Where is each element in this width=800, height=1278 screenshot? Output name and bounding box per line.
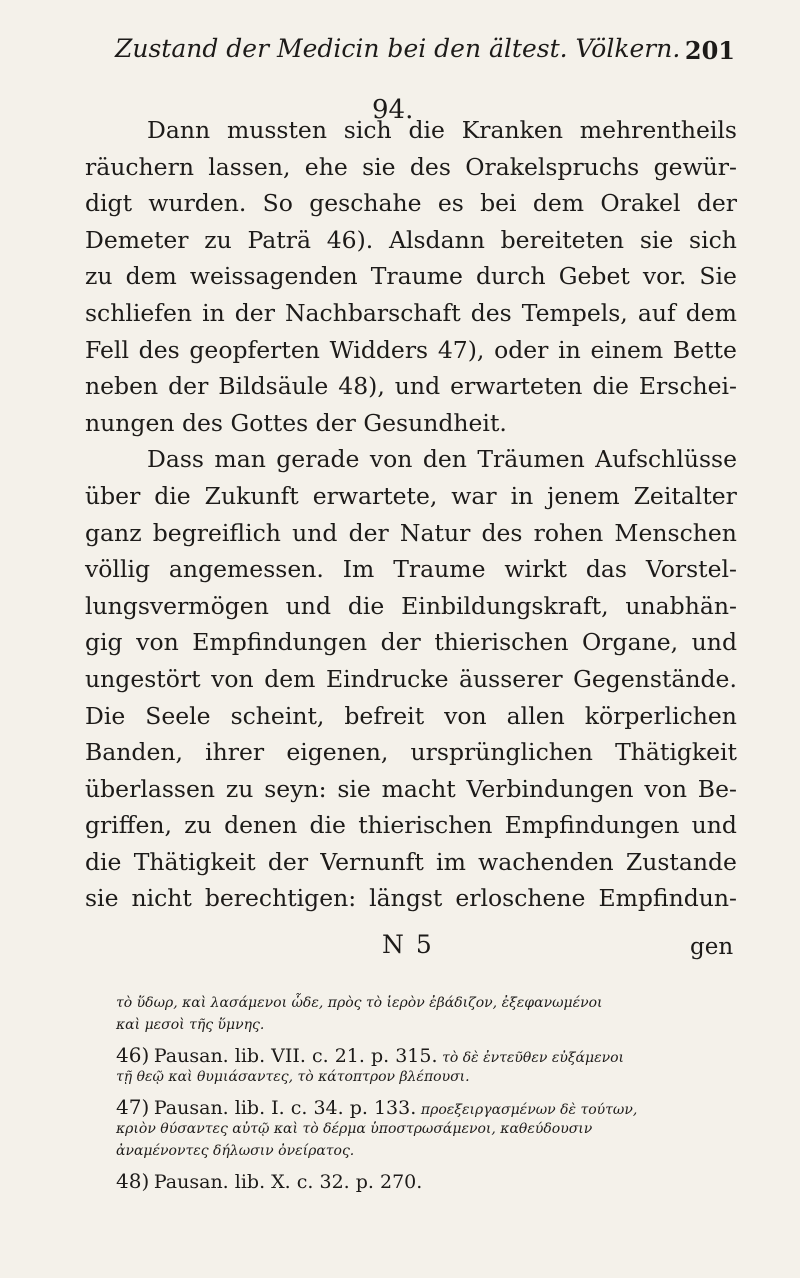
- word: die: [309, 811, 346, 840]
- word: 46).: [326, 225, 374, 254]
- word: So: [262, 189, 293, 218]
- word: ursprünglichen: [410, 738, 593, 767]
- word: neben: [85, 372, 159, 401]
- word: Tempels,: [521, 298, 628, 327]
- word: Fell: [85, 335, 129, 364]
- word: dem: [685, 298, 737, 327]
- word: macht: [381, 774, 456, 803]
- word: und: [292, 518, 338, 547]
- word: angemessen.: [168, 555, 324, 584]
- word: sich: [343, 116, 392, 144]
- word: es: [437, 189, 464, 218]
- word: Dann: [147, 116, 211, 144]
- word: Nachbarschaft: [284, 298, 461, 327]
- footnote-greek: ἀναμένοντες δήλωσιν ὀνείρατος.: [116, 1143, 355, 1159]
- word: Traume: [370, 262, 463, 291]
- word: sie: [337, 774, 371, 803]
- word: ungestört: [85, 664, 201, 693]
- word: des: [138, 335, 180, 364]
- body-line: [85, 478, 737, 515]
- word: Paträ: [247, 225, 311, 254]
- word: dem: [532, 189, 585, 218]
- word: erwartete,: [312, 481, 438, 510]
- word: des: [481, 518, 523, 547]
- footnote-reference: Pausan. lib. I. c. 34. p. 133.: [153, 1097, 417, 1119]
- word: erwarteten: [450, 372, 583, 401]
- footnote-47: [116, 1096, 738, 1162]
- word: erloschene: [455, 884, 586, 913]
- word: zu: [225, 774, 254, 803]
- word: Zeitalter: [633, 481, 737, 510]
- word: Zukunft: [204, 481, 299, 510]
- footnote-greek: προεξειργασμένων δὲ τούτων,: [420, 1102, 638, 1118]
- word: geschahe: [309, 189, 422, 218]
- running-title: Zustand der Medicin bei den ältest. Völkern.: [115, 34, 681, 63]
- word: körperlichen: [584, 701, 737, 730]
- word: schliefen: [85, 298, 193, 327]
- word: Sie: [699, 262, 737, 291]
- word: Be-: [697, 774, 737, 803]
- body-line: [85, 624, 737, 661]
- word: berechtigen:: [204, 884, 357, 913]
- word: der: [380, 628, 421, 657]
- word: Dass: [147, 445, 204, 474]
- word: lungsvermögen: [85, 591, 269, 620]
- word: mehrentheils: [579, 116, 737, 144]
- word: Empfindungen: [504, 811, 680, 840]
- word: mussten: [226, 116, 327, 144]
- word: Verbindungen: [466, 774, 634, 803]
- body-line: [85, 258, 737, 295]
- word: denen: [224, 811, 298, 840]
- word: dem: [125, 262, 177, 291]
- word: sie: [85, 884, 119, 913]
- word: unabhän-: [625, 591, 737, 620]
- word: nicht: [131, 884, 192, 913]
- word: wirkt: [504, 555, 567, 584]
- word: und: [285, 591, 331, 620]
- word: man: [214, 445, 266, 474]
- body-line: [85, 515, 737, 552]
- word: 48),: [338, 372, 385, 401]
- section-number: 94.: [372, 95, 414, 125]
- word: durch: [475, 262, 546, 291]
- word: Traume: [393, 555, 486, 584]
- body-line: [85, 771, 737, 808]
- word: sie: [639, 225, 674, 254]
- word: räuchern: [85, 152, 194, 181]
- word: völlig: [85, 555, 151, 584]
- word: Thätigkeit: [133, 847, 256, 876]
- word: Demeter: [85, 225, 189, 254]
- word: lassen,: [208, 152, 291, 181]
- body-line: [85, 112, 737, 149]
- word: im: [436, 847, 466, 876]
- word: Organe,: [582, 628, 679, 657]
- word: seyn:: [264, 774, 327, 803]
- word: 47),: [437, 335, 485, 364]
- body-line: [85, 185, 737, 222]
- word: Orakel: [600, 189, 681, 218]
- word: zu: [85, 262, 113, 291]
- word: gerade: [276, 445, 360, 474]
- printer-signature: N 5: [382, 930, 434, 959]
- word: Aufschlüsse: [595, 445, 737, 474]
- word: der: [234, 298, 275, 327]
- word: des: [409, 152, 451, 181]
- word: der: [168, 372, 209, 401]
- word: ehe: [304, 152, 348, 181]
- word: Erschei-: [638, 372, 737, 401]
- footnote-number: 48): [116, 1169, 150, 1193]
- word: jenem: [547, 481, 620, 510]
- word: und: [691, 811, 737, 840]
- word: äusserer: [459, 664, 563, 693]
- footnote-48: [116, 1170, 738, 1192]
- word: auf: [637, 298, 676, 327]
- footnote-number: 47): [116, 1095, 150, 1119]
- word: begreiflich: [152, 518, 281, 547]
- word: Thätigkeit: [615, 738, 737, 767]
- word: von: [444, 701, 487, 730]
- word: bei: [480, 189, 517, 218]
- word: Menschen: [614, 518, 737, 547]
- body-text: [85, 112, 737, 917]
- word: überlassen: [85, 774, 216, 803]
- word: Die: [85, 701, 126, 730]
- word: eigenen,: [286, 738, 389, 767]
- body-line: [85, 222, 737, 259]
- word: allen: [506, 701, 565, 730]
- word: von: [136, 628, 179, 657]
- word: Orakelspruchs: [465, 152, 640, 181]
- word: geopferten: [189, 335, 320, 364]
- word: den: [422, 445, 467, 474]
- word: Gegenstände.: [573, 664, 737, 693]
- word: in: [558, 335, 581, 364]
- word: weissagenden: [189, 262, 358, 291]
- word: Banden,: [85, 738, 183, 767]
- footnote-number: 46): [116, 1043, 150, 1067]
- word: von: [644, 774, 687, 803]
- word: war: [451, 481, 497, 510]
- page-number: 201: [684, 36, 735, 65]
- body-line: [85, 698, 737, 735]
- body-line: [85, 880, 737, 917]
- word: ihrer: [205, 738, 265, 767]
- word: Natur: [399, 518, 471, 547]
- word: sich: [689, 225, 737, 254]
- footnote-continuation-line: καὶ μεσοὶ τῆς ὕμνης.: [116, 1017, 265, 1033]
- footnote-46: [116, 1044, 738, 1088]
- word: Im: [342, 555, 375, 584]
- word: dem: [264, 664, 316, 693]
- body-line: [85, 807, 737, 844]
- word: Träumen: [477, 445, 585, 474]
- word: Vernunft: [320, 847, 424, 876]
- word: Seele: [145, 701, 211, 730]
- word: von: [211, 664, 254, 693]
- word: gig: [85, 628, 123, 657]
- word: die: [347, 591, 385, 620]
- word: oder: [494, 335, 549, 364]
- word: ganz: [85, 518, 142, 547]
- word: vor.: [642, 262, 687, 291]
- word: Bildsäule: [218, 372, 329, 401]
- footnote-greek: κριὸν θύσαντες αὐτῷ καὶ τὸ δέρμα ὑποστρωσάμενοι, καθεύδουσιν: [116, 1121, 593, 1137]
- body-line: [85, 551, 737, 588]
- word: scheint,: [230, 701, 325, 730]
- word: Empfindun-: [598, 884, 737, 913]
- word: Vorstel-: [645, 555, 737, 584]
- word: einem: [590, 335, 664, 364]
- body-line: [85, 661, 737, 698]
- word: Eindrucke: [325, 664, 449, 693]
- word: in: [510, 481, 534, 510]
- word: griffen,: [85, 811, 173, 840]
- catchword: gen: [690, 934, 734, 960]
- word: Widders: [329, 335, 429, 364]
- word: Alsdann: [389, 225, 485, 254]
- word: des: [470, 298, 512, 327]
- word: befreit: [344, 701, 425, 730]
- running-header: [115, 34, 735, 63]
- word: Empfindungen: [192, 628, 367, 657]
- body-line: [85, 844, 737, 881]
- word: die: [408, 116, 445, 144]
- word: thierischen: [358, 811, 493, 840]
- word: zu: [204, 225, 232, 254]
- body-line: [85, 734, 737, 771]
- footnote-reference: Pausan. lib. VII. c. 21. p. 315.: [153, 1045, 438, 1067]
- word: das: [585, 555, 627, 584]
- word: Bette: [672, 335, 737, 364]
- word: der: [267, 847, 309, 876]
- word: sie: [362, 152, 396, 181]
- word: Zustande: [625, 847, 737, 876]
- word: und: [394, 372, 441, 401]
- word: rohen: [533, 518, 604, 547]
- footnote-greek: τῇ θεῷ καὶ θυμιάσαντες, τὸ κάτοπτρον βλέπουσι.: [116, 1069, 470, 1085]
- body-line: nungen des Gottes der Gesundheit.: [85, 408, 507, 437]
- word: von: [369, 445, 413, 474]
- word: die: [154, 481, 191, 510]
- word: der: [696, 189, 737, 218]
- word: gewür-: [653, 152, 737, 181]
- word: der: [348, 518, 389, 547]
- word: wachenden: [478, 847, 614, 876]
- body-line: [85, 588, 737, 625]
- word: Gebet: [558, 262, 630, 291]
- word: bereiteten: [500, 225, 625, 254]
- word: in: [202, 298, 225, 327]
- body-line: [85, 441, 737, 478]
- body-line: [85, 295, 737, 332]
- body-line: [85, 149, 737, 186]
- word: die: [85, 847, 122, 876]
- body-line: [85, 332, 737, 369]
- footnote-greek: τὸ δὲ ἐντεῦθεν εὐξάμενοι: [442, 1050, 625, 1066]
- word: wurden.: [148, 189, 247, 218]
- word: Einbildungskraft,: [401, 591, 609, 620]
- footnote-reference: Pausan. lib. X. c. 32. p. 270.: [153, 1171, 423, 1193]
- footnote-continuation-line: τὸ ὕδωρ, καὶ λασάμενοι ὧδε, πρὸς τὸ ἱερὸν ἐβάδιζον, ἐξεφανωμένοι: [116, 995, 603, 1011]
- word: zu: [184, 811, 212, 840]
- body-line: [85, 368, 737, 405]
- word: digt: [85, 189, 133, 218]
- word: Kranken: [461, 116, 563, 144]
- word: und: [691, 628, 737, 657]
- word: die: [592, 372, 629, 401]
- word: über: [85, 481, 141, 510]
- word: thierischen: [434, 628, 569, 657]
- word: längst: [369, 884, 443, 913]
- footnotes: [116, 992, 738, 1192]
